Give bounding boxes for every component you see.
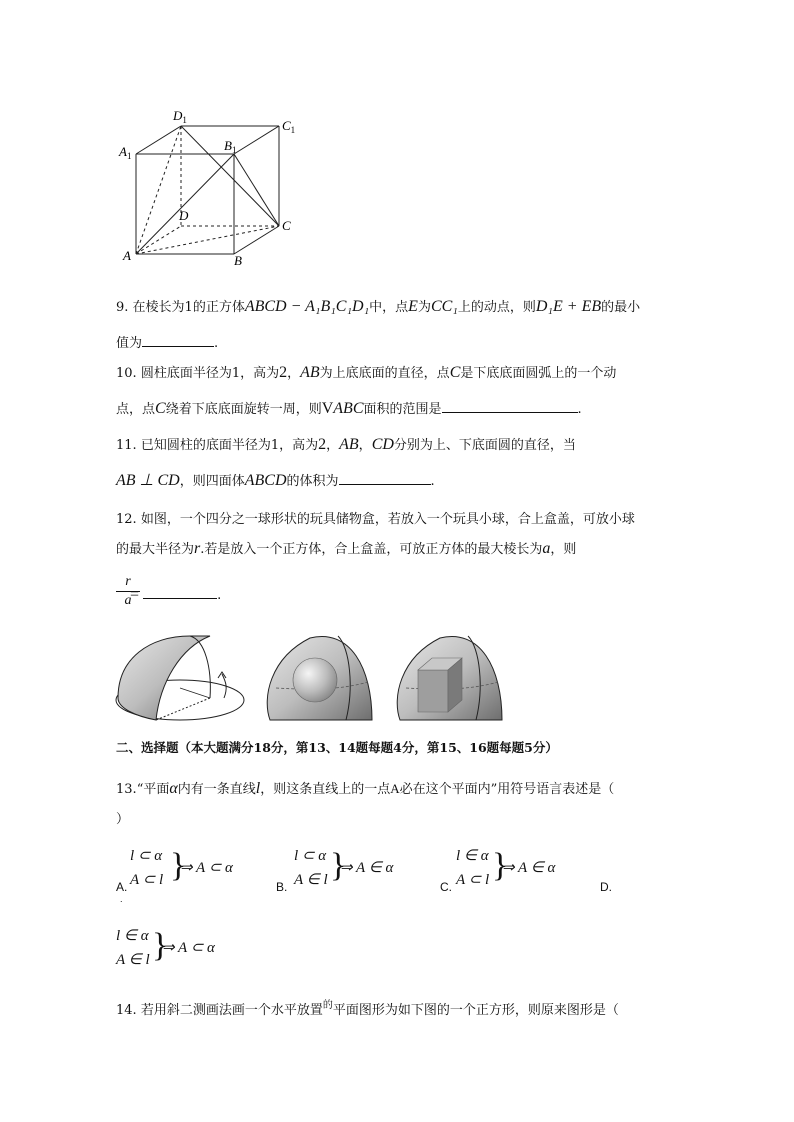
option-d-result: ⇒ A ⊂ α: [162, 940, 215, 956]
q13-line2: ）: [116, 812, 130, 827]
option-a-result: ⇒ A ⊂ α: [180, 860, 233, 876]
q10-line2: 点，点C绕着下底底面旋转一周，则VABC面积的范围是 .: [116, 400, 582, 417]
option-a-brace: }: [170, 847, 187, 884]
option-d-label[interactable]: D.: [600, 880, 612, 894]
option-a-top: l ⊂ α: [130, 848, 163, 864]
q9-line1: 9. 在棱长为1的正方体ABCD − A₁B₁C₁D₁中，点E为CC₁上的动点，则D₁E + EB的最小: [116, 298, 641, 315]
q11-line1: 11. 已知圆柱的底面半径为1，高为2，AB，CD分别为上、下底面圆的直径，当: [116, 436, 576, 453]
q10-line1: 10. 圆柱底面半径为1，高为2，AB为上底底面的直径，点C是下底底面圆弧上的一个动: [116, 364, 617, 381]
label-c1: $C_1$: [282, 118, 296, 135]
label-b: B: [234, 253, 242, 268]
dot-mark: .: [120, 894, 123, 904]
option-d-top: l ∈ α: [116, 928, 149, 944]
q12-line1: 12. 如图，一个四分之一球形状的玩具储物盒，若放入一个玩具小球，合上盒盖，可放小球: [116, 512, 635, 527]
q12-fraction: r a: [116, 574, 140, 609]
option-b-result: ⇒ A ∈ α: [340, 860, 394, 876]
option-a-bottom: A ⊂ l: [130, 872, 164, 888]
open-box-figure: [116, 636, 244, 720]
label-c: C: [282, 218, 291, 233]
q12-answer: = .: [130, 586, 222, 603]
answer-blank[interactable]: [143, 586, 217, 599]
label-b1: $B_1$: [224, 138, 237, 155]
q13-line1: 13.“平面α内有一条直线l，则这条直线上的一点A必在这个平面内”用符号语言表述是（: [116, 780, 615, 797]
label-a1: $A_1$: [119, 144, 132, 161]
option-c-label[interactable]: C.: [440, 880, 452, 894]
option-b-bottom: A ∈ l: [294, 872, 328, 888]
option-b-top: l ⊂ α: [294, 848, 327, 864]
label-d1: $D_1$: [173, 108, 187, 125]
option-d-bottom: A ∈ l: [116, 952, 150, 968]
answer-blank[interactable]: [339, 472, 431, 485]
option-c-result: ⇒ A ∈ α: [502, 860, 556, 876]
option-d-brace: }: [152, 927, 169, 964]
section-title: 二、选择题（本大题满分18分，第13、14题每题4分，第15、16题每题5分）: [116, 740, 558, 755]
q9-line2: 值为 .: [116, 336, 219, 351]
option-c-top: l ∈ α: [456, 848, 489, 864]
q11-line2: AB ⊥ CD，则四面体ABCD的体积为 .: [116, 472, 435, 489]
option-c-bottom: A ⊂ l: [456, 872, 490, 888]
option-b-label[interactable]: B.: [276, 880, 288, 894]
ball-in-box-figure: [267, 636, 372, 720]
option-c-brace: }: [492, 847, 509, 884]
label-d: D: [179, 208, 189, 223]
option-a-label[interactable]: A.: [116, 880, 128, 894]
answer-blank[interactable]: [442, 400, 578, 413]
option-b-brace: }: [330, 847, 347, 884]
cube-in-box-figure: [397, 636, 502, 720]
cube-figure: [116, 108, 306, 268]
label-a: A: [123, 248, 131, 263]
q12-line2: 的最大半径为r.若是放入一个正方体，合上盒盖，可放正方体的最大棱长为a，则: [116, 540, 577, 557]
quarter-sphere-figures: [110, 628, 510, 728]
answer-blank[interactable]: [142, 334, 214, 347]
q14-line1: 14. 若用斜二测画法画一个水平放置$^的$平面图形为如下图的一个正方形，则原来图形是（: [116, 1000, 619, 1018]
